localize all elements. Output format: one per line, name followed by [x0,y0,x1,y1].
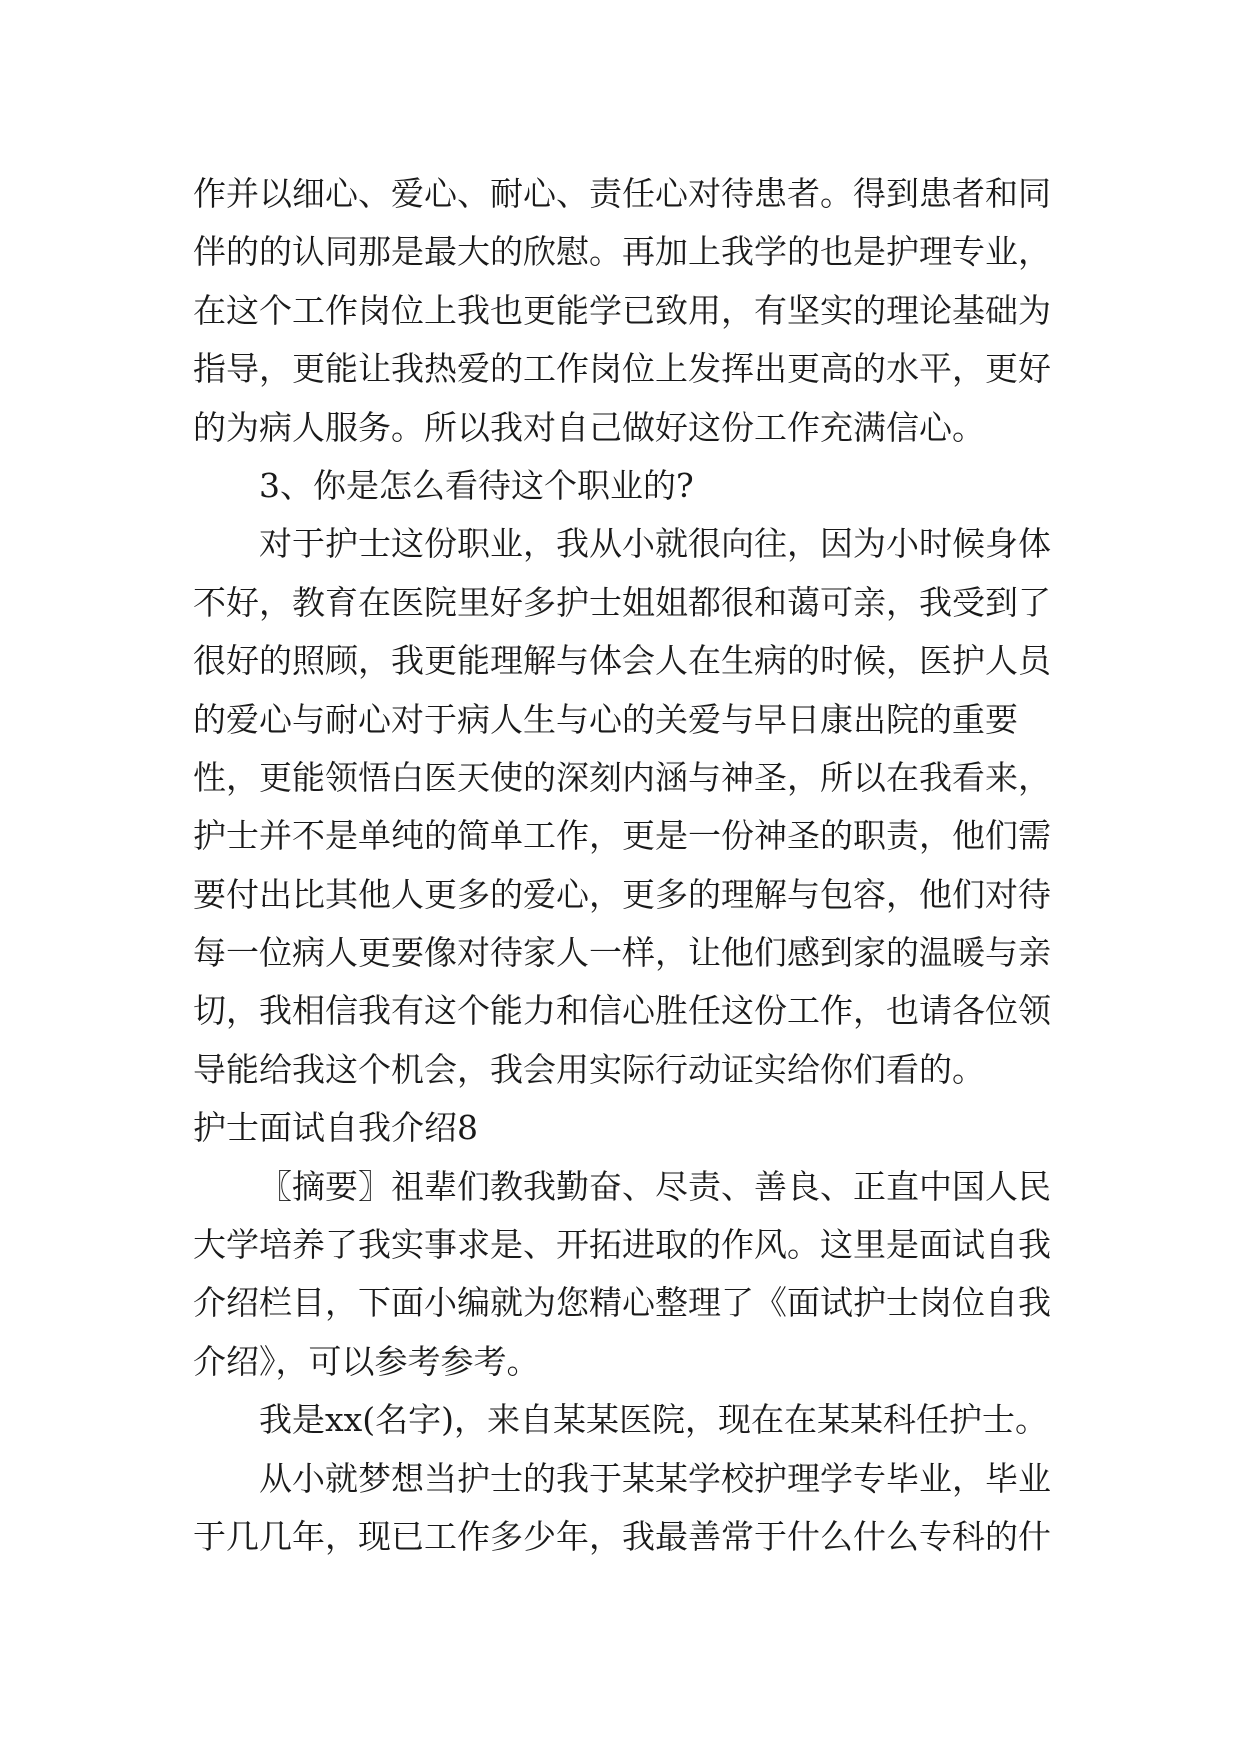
text-line: 的为病人服务。所以我对自己做好这份工作充满信心。 [193,407,985,447]
paragraph-start: 从小就梦想当护士的我于某某学校护理学专毕业，毕业 [259,1458,1051,1498]
text-line: 指导，更能让我热爱的工作岗位上发挥出更高的水平，更好 [193,349,1051,389]
text-line: 于几几年，现已工作多少年，我最善常于什么什么专科的什 [193,1516,1051,1556]
abstract-line: 〖摘要〗祖辈们教我勤奋、尽责、善良、正直中国人民 [259,1166,1051,1206]
text-line: 切，我相信我有这个能力和信心胜任这份工作，也请各位领 [193,991,1051,1031]
text-line: 性，更能领悟白医天使的深刻内涵与神圣，所以在我看来， [193,757,1051,797]
paragraph-start: 我是xx(名字)，来自某某医院，现在在某某科任护士。 [259,1400,1048,1440]
text-line: 介绍》，可以参考参考。 [193,1341,540,1381]
text-line: 很好的照顾，我更能理解与体会人在生病的时候，医护人员 [193,641,1051,681]
text-line: 作并以细心、爱心、耐心、责任心对待患者。得到患者和同 [193,174,1051,213]
text-line: 每一位病人更要像对待家人一样，让他们感到家的温暖与亲 [193,933,1051,973]
section-heading: 护士面试自我介绍8 [193,1108,478,1148]
paragraph-start: 对于护士这份职业，我从小就很向往，因为小时候身体 [259,524,1051,564]
text-line: 导能给我这个机会，我会用实际行动证实给你们看的。 [193,1049,985,1089]
text-line: 在这个工作岗位上我也更能学已致用，有坚实的理论基础为 [193,290,1051,330]
text-line: 的爱心与耐心对于病人生与心的关爱与早日康出院的重要 [193,699,1018,739]
text-line: 要付出比其他人更多的爱心，更多的理解与包容，他们对待 [193,874,1051,914]
text-line: 介绍栏目，下面小编就为您精心整理了《面试护士岗位自我 [193,1283,1051,1323]
text-line: 大学培养了我实事求是、开拓进取的作风。这里是面试自我 [193,1225,1051,1265]
document-body [193,165,1073,1566]
question-heading: 3、你是怎么看待这个职业的? [259,465,694,505]
text-line: 护士并不是单纯的简单工作，更是一份神圣的职责，他们需 [193,816,1051,856]
text-line: 伴的的认同那是最大的欣慰。再加上我学的也是护理专业， [193,232,1051,272]
text-line: 不好，教育在医院里好多护士姐姐都很和蔼可亲，我受到了 [193,582,1051,622]
